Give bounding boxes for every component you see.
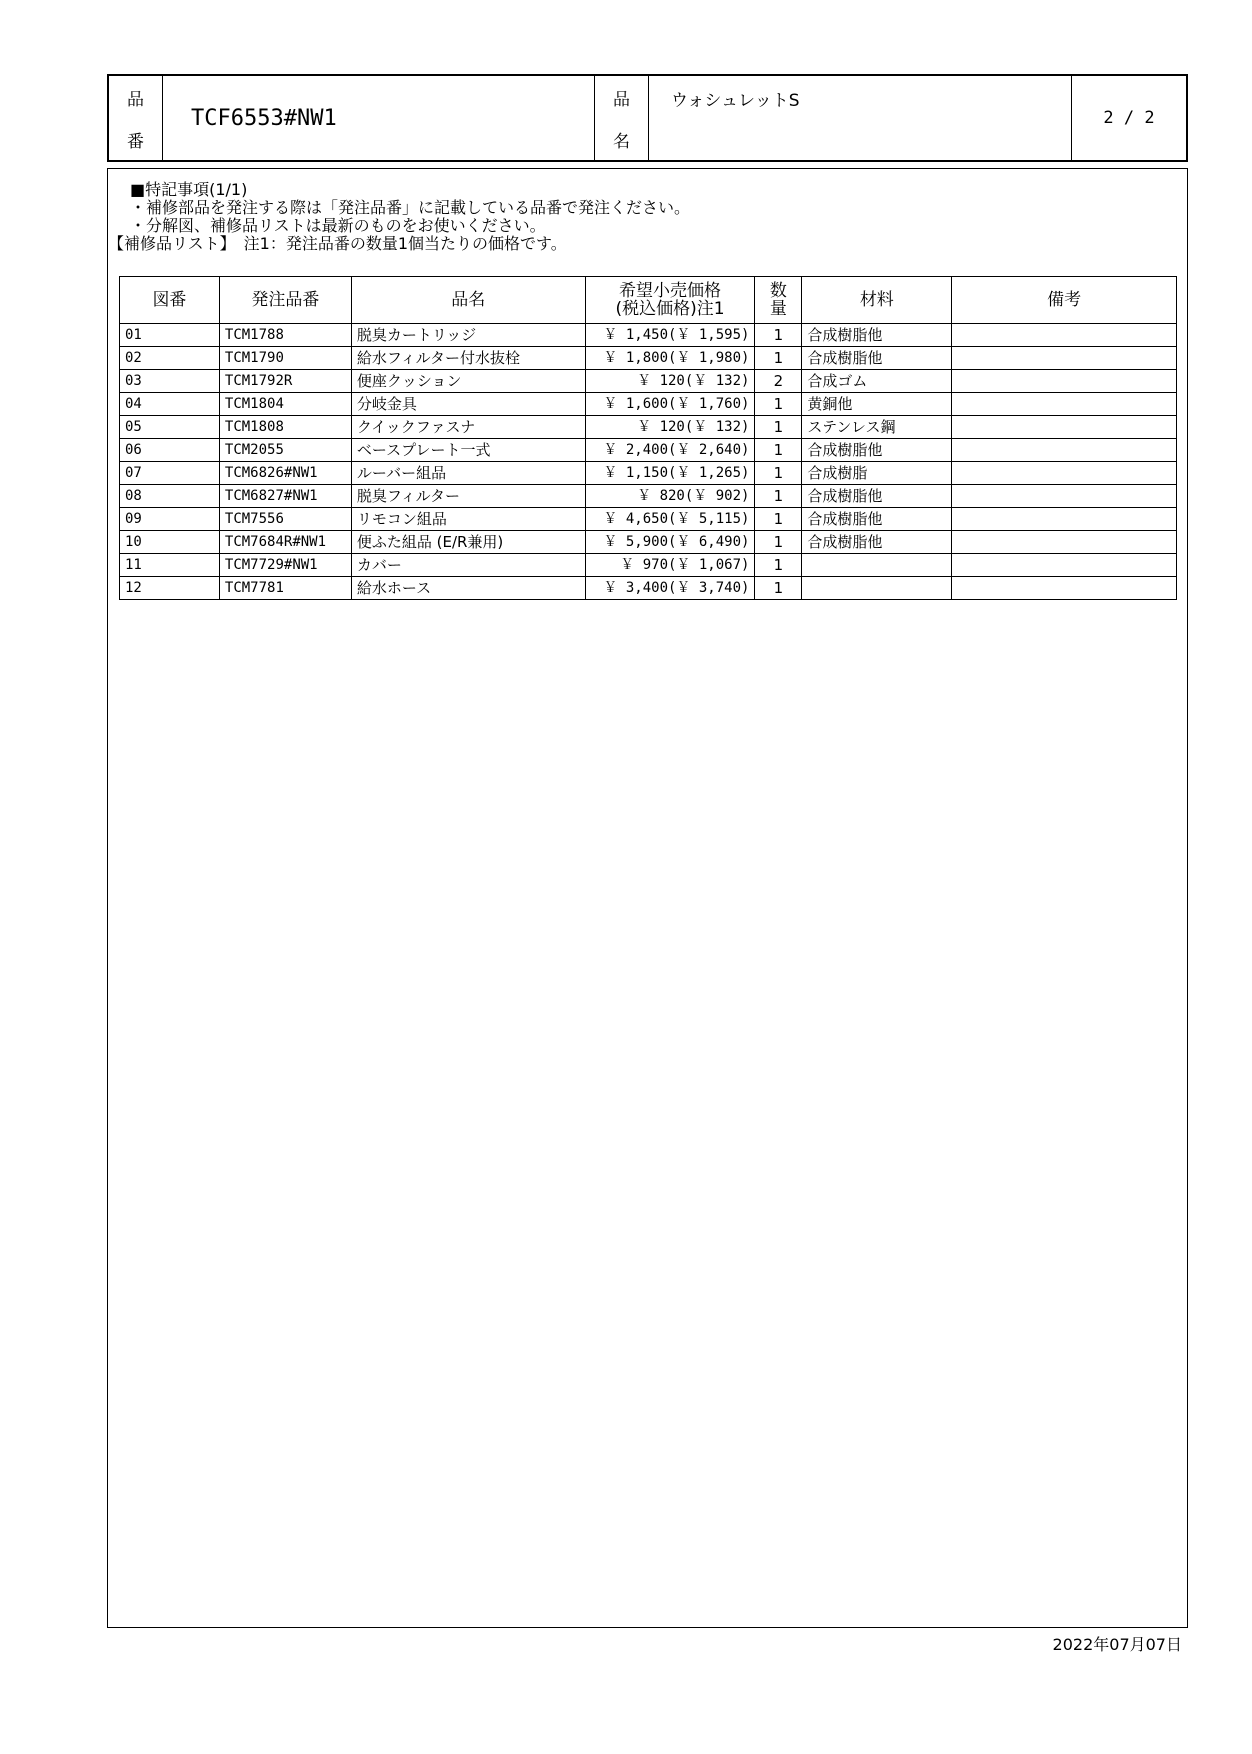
parts-table	[119, 276, 1177, 600]
table-row	[120, 485, 1177, 508]
col-header-fig-no: 図番	[120, 277, 220, 324]
cell-remarks	[952, 485, 1177, 508]
cell-material	[802, 554, 952, 577]
cell-qty: 1	[755, 577, 802, 600]
cell-qty: 1	[755, 324, 802, 347]
cell-name: クイックファスナ	[351, 416, 585, 439]
col-header-qty-line-2: 量	[769, 299, 787, 319]
cell-order-no: TCM2055	[219, 439, 351, 462]
cell-order-no: TCM6827#NW1	[219, 485, 351, 508]
cell-fig-no: 01	[120, 324, 220, 347]
cell-remarks	[952, 324, 1177, 347]
table-row	[120, 462, 1177, 485]
cell-material: ステンレス鋼	[802, 416, 952, 439]
cell-price: ￥ 820(￥ 902)	[585, 485, 755, 508]
cell-order-no: TCM1808	[219, 416, 351, 439]
cell-price: ￥ 1,600(￥ 1,760)	[585, 393, 755, 416]
cell-name: 分岐金具	[351, 393, 585, 416]
product-name-label-top: 品	[613, 89, 630, 110]
cell-remarks	[952, 462, 1177, 485]
table-row	[120, 531, 1177, 554]
cell-fig-no: 12	[120, 577, 220, 600]
parts-list-title: 【補修品リスト】 注1：発注品番の数量1個当たりの価格です。	[108, 234, 567, 253]
cell-qty: 2	[755, 370, 802, 393]
cell-qty: 1	[755, 508, 802, 531]
cell-price: ￥ 1,150(￥ 1,265)	[585, 462, 755, 485]
cell-remarks	[952, 531, 1177, 554]
cell-price: ￥ 4,650(￥ 5,115)	[585, 508, 755, 531]
cell-order-no: TCM7729#NW1	[219, 554, 351, 577]
main-content-frame	[107, 168, 1188, 1628]
product-code-label	[109, 76, 163, 160]
col-header-material: 材料	[802, 277, 952, 324]
cell-name: リモコン組品	[351, 508, 585, 531]
cell-fig-no: 08	[120, 485, 220, 508]
cell-name: 便座クッション	[351, 370, 585, 393]
cell-price: ￥ 120(￥ 132)	[585, 370, 755, 393]
cell-fig-no: 03	[120, 370, 220, 393]
col-header-order-no: 発注品番	[219, 277, 351, 324]
cell-qty: 1	[755, 416, 802, 439]
cell-fig-no: 06	[120, 439, 220, 462]
cell-remarks	[952, 416, 1177, 439]
cell-order-no: TCM6826#NW1	[219, 462, 351, 485]
cell-order-no: TCM1790	[219, 347, 351, 370]
table-row	[120, 577, 1177, 600]
cell-price: ￥ 1,450(￥ 1,595)	[585, 324, 755, 347]
cell-fig-no: 11	[120, 554, 220, 577]
cell-qty: 1	[755, 393, 802, 416]
cell-name: 給水ホース	[351, 577, 585, 600]
col-header-name: 品名	[351, 277, 585, 324]
cell-qty: 1	[755, 554, 802, 577]
cell-fig-no: 04	[120, 393, 220, 416]
cell-material: 合成樹脂他	[802, 439, 952, 462]
cell-price: ￥ 120(￥ 132)	[585, 416, 755, 439]
cell-order-no: TCM7556	[219, 508, 351, 531]
col-header-price	[585, 277, 755, 324]
cell-qty: 1	[755, 485, 802, 508]
notes-title: ■特記事項(1/1)	[130, 180, 248, 199]
cell-order-no: TCM1792R	[219, 370, 351, 393]
product-name: ウォシュレットS	[649, 76, 1072, 160]
cell-material: 合成樹脂他	[802, 324, 952, 347]
table-row	[120, 416, 1177, 439]
special-notes	[108, 181, 690, 253]
product-name-label	[595, 76, 649, 160]
cell-material: 合成樹脂他	[802, 347, 952, 370]
cell-price: ￥ 5,900(￥ 6,490)	[585, 531, 755, 554]
cell-qty: 1	[755, 439, 802, 462]
cell-material: 合成樹脂他	[802, 531, 952, 554]
table-row	[120, 370, 1177, 393]
cell-name: 便ふた組品 (E/R兼用)	[351, 531, 585, 554]
cell-remarks	[952, 577, 1177, 600]
cell-fig-no: 02	[120, 347, 220, 370]
cell-remarks	[952, 508, 1177, 531]
table-row	[120, 324, 1177, 347]
document-header	[107, 74, 1188, 162]
cell-fig-no: 05	[120, 416, 220, 439]
table-header-row	[120, 277, 1177, 324]
table-row	[120, 439, 1177, 462]
table-body	[120, 324, 1177, 600]
cell-order-no: TCM1804	[219, 393, 351, 416]
cell-price: ￥ 3,400(￥ 3,740)	[585, 577, 755, 600]
cell-remarks	[952, 554, 1177, 577]
cell-name: 脱臭カートリッジ	[351, 324, 585, 347]
table-row	[120, 508, 1177, 531]
col-header-price-line-2: (税込価格)注1	[615, 299, 725, 319]
table-row	[120, 393, 1177, 416]
cell-price: ￥ 970(￥ 1,067)	[585, 554, 755, 577]
document-date: 2022年07月07日	[1052, 1635, 1182, 1654]
cell-material: 合成樹脂他	[802, 508, 952, 531]
cell-name: ルーバー組品	[351, 462, 585, 485]
product-code-label-top: 品	[127, 89, 144, 110]
cell-material: 合成ゴム	[802, 370, 952, 393]
cell-remarks	[952, 370, 1177, 393]
cell-order-no: TCM1788	[219, 324, 351, 347]
cell-name: 給水フィルター付水抜栓	[351, 347, 585, 370]
cell-qty: 1	[755, 347, 802, 370]
cell-fig-no: 10	[120, 531, 220, 554]
col-header-remarks: 備考	[952, 277, 1177, 324]
notes-line-2: ・分解図、補修品リストは最新のものをお使いください。	[130, 216, 546, 235]
product-name-label-bottom: 名	[613, 131, 630, 152]
cell-name: ベースプレート一式	[351, 439, 585, 462]
table-row	[120, 347, 1177, 370]
cell-price: ￥ 1,800(￥ 1,980)	[585, 347, 755, 370]
cell-material	[802, 577, 952, 600]
col-header-price-line-1: 希望小売価格	[619, 281, 721, 301]
cell-price: ￥ 2,400(￥ 2,640)	[585, 439, 755, 462]
page-number: 2 / 2	[1103, 108, 1155, 128]
table-row	[120, 554, 1177, 577]
product-code: TCF6553#NW1	[163, 76, 595, 160]
cell-fig-no: 07	[120, 462, 220, 485]
cell-order-no: TCM7684R#NW1	[219, 531, 351, 554]
notes-line-1: ・補修部品を発注する際は「発注品番」に記載している品番で発注ください。	[130, 198, 691, 217]
cell-qty: 1	[755, 531, 802, 554]
cell-qty: 1	[755, 462, 802, 485]
cell-remarks	[952, 393, 1177, 416]
cell-remarks	[952, 439, 1177, 462]
product-code-label-bottom: 番	[127, 131, 144, 152]
cell-name: 脱臭フィルター	[351, 485, 585, 508]
cell-material: 合成樹脂	[802, 462, 952, 485]
cell-material: 合成樹脂他	[802, 485, 952, 508]
col-header-qty-line-1: 数	[769, 281, 787, 301]
cell-material: 黄銅他	[802, 393, 952, 416]
cell-remarks	[952, 347, 1177, 370]
cell-fig-no: 09	[120, 508, 220, 531]
col-header-qty	[755, 277, 802, 324]
cell-name: カバー	[351, 554, 585, 577]
cell-order-no: TCM7781	[219, 577, 351, 600]
